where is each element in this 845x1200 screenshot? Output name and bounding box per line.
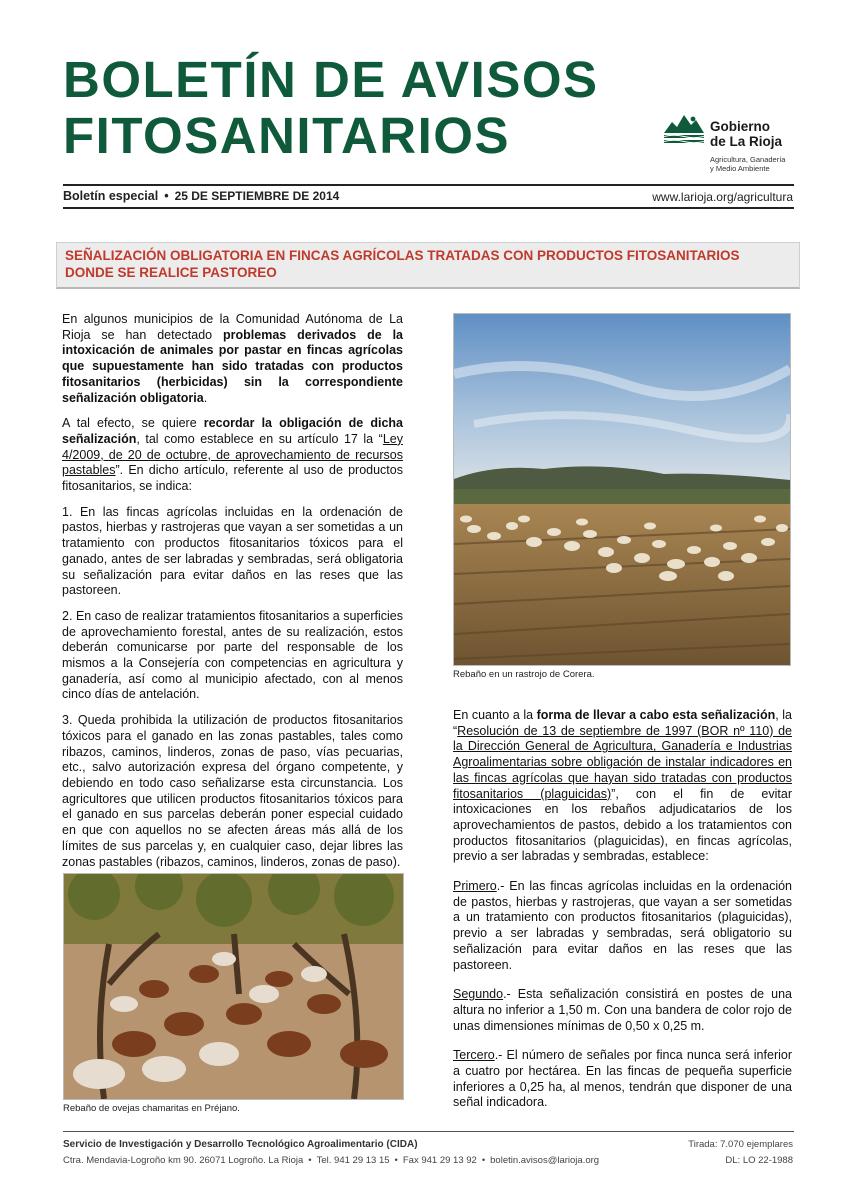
text-run: .- Esta señalización consistirá en postes de una altura no inferior a 1,50 m. Con una bandera de color rojo de unas dimensiones mínimas de 0,50 x 0,25 m. <box>453 987 792 1033</box>
text-run: , la “ <box>453 708 792 738</box>
paragraph-intro <box>62 312 403 406</box>
logo-sub-line-2: y Medio Ambiente <box>710 164 770 173</box>
footer-bullet: • <box>308 1155 312 1166</box>
footer-bullet: • <box>481 1155 486 1166</box>
text-run: ”, con el fin de evitar intoxicaciones en los rebaños adjudicatarios de los aprovechamientos de pastos, debido a los tratamientos con productos fitosanitarios (plaguicidas), en fincas agrícolas, previo a ser labradas y sembradas, establece: <box>453 786 792 864</box>
rioja-emblem-icon <box>664 113 704 147</box>
page-title <box>63 52 599 164</box>
bold-text: forma de llevar a cabo esta señalización <box>536 708 776 722</box>
paragraph-reminder <box>62 416 403 495</box>
title-line-1: BOLETÍN DE AVISOS <box>63 51 599 108</box>
footer-address: Ctra. Mendavia-Logroño km 90. 26071 Logroño. La Rioja <box>63 1155 304 1166</box>
text-run: .- El número de señales por finca nunca será inferior a cuatro por hectárea. En las fincas de pequeña superficie inferiores a 0,25 ha, al menos, tendrán que disponer de una señal indicadora. <box>453 1048 792 1110</box>
footer-contact <box>63 1155 599 1166</box>
paragraph-primero <box>453 879 792 973</box>
chamarita-sheep-image <box>64 874 403 1099</box>
logo-name-line-1: Gobierno <box>710 119 770 134</box>
clause-label: Segundo <box>453 987 504 1002</box>
right-column <box>453 708 792 1121</box>
paragraph-segundo <box>453 987 792 1034</box>
issue-date: 25 DE SEPTIEMBRE DE 2014 <box>174 189 340 203</box>
text-run: En cuanto a la <box>453 708 537 722</box>
headline-line-1: SEÑALIZACIÓN OBLIGATORIA EN FINCAS AGRÍCOLAS TRATADAS CON PRODUCTOS FITOSANITARIOS <box>65 248 740 263</box>
logo-sub-line-1: Agricultura, Ganadería <box>710 155 786 164</box>
footer-bullet: • <box>394 1155 398 1166</box>
issue-bullet: • <box>164 189 169 203</box>
photo-caption-2: Rebaño de ovejas chamaritas en Préjano. <box>63 1103 240 1114</box>
law-link[interactable]: Ley 4/2009, de 20 de octubre, de aprovechamiento de recursos pastables <box>62 431 403 478</box>
photo-flock-stubble <box>453 313 791 666</box>
title-line-2: FITOSANITARIOS <box>63 107 510 164</box>
headline-line-2: DONDE SE REALICE PASTOREO <box>65 265 277 280</box>
photo-caption-1: Rebaño en un rastrojo de Corera. <box>453 669 595 680</box>
text-run: , tal como establece en su artículo 17 la “ <box>136 431 383 446</box>
footer-print-run: Tirada: 7.070 ejemplares <box>688 1139 793 1150</box>
text-run: . <box>203 390 208 405</box>
headline-banner <box>56 242 800 289</box>
text-run: A tal efecto, se quiere <box>62 416 204 431</box>
footer-phone: Tel. 941 29 13 15 <box>316 1155 390 1166</box>
headline <box>65 247 793 281</box>
flock-stubble-image <box>454 314 790 665</box>
photo-chamarita-sheep <box>63 873 404 1100</box>
paragraph-point-1: 1. En las fincas agrícolas incluidas en la ordenación de pastos, hierbas y rastrojeras que vayan a ser sometidas a un tratamiento con productos fitosanitarios tóxicos para el ganado, antes de ser labradas y sembradas, será obligatoria su señalización para evitar daños en las reses que las pastoreen. <box>62 504 403 598</box>
text-run: ”. En dicho artículo, referente al uso de productos fitosanitarios, se indica: <box>62 463 403 494</box>
footer-email-link[interactable]: boletin.avisos@larioja.org <box>490 1155 600 1166</box>
website-link[interactable]: www.larioja.org/agricultura <box>652 190 793 204</box>
footer-legal-deposit: DL: LO 22-1988 <box>725 1155 793 1166</box>
logo-subtitle <box>710 155 805 173</box>
issue-info <box>63 189 339 203</box>
resolution-link[interactable]: Resolución de 13 de septiembre de 1997 (BOR nº 110) de la Dirección General de Agricultura, Ganadería e Industrias Agroalimentarias sobre obligación de instalar indicadores en las fincas agrícolas que hayan sido tratadas con productos fitosanitarios (plaguicidas) <box>453 723 792 801</box>
paragraph-point-2: 2. En caso de realizar tratamientos fitosanitarios a superficies de aprovechamiento forestal, antes de su realización, estos deberán comunicarse por parte del responsable de los mismos a la Consejería con competencias en agricultura y ganadería, así como al municipio afectado, con al menos cinco días de antelación. <box>62 608 403 702</box>
left-column <box>62 312 403 880</box>
text-run: .- En las fincas agrícolas incluidas en la ordenación de pastos, hierbas y rastrojeras, que vayan a ser sometidas a un tratamiento con productos fitosanitarios (plaguicidas), previo a ser labradas y sembradas, será obligatorio su señalización para evitar daños en las reses que las pastoreen. <box>453 879 792 972</box>
bold-text: problemas derivados de la intoxicación de animales por pastar en fincas agrícolas que supuestamente han sido tratadas con productos fitosanitarios (herbicidas) sin la correspondiente señalización obligatoria <box>62 327 403 405</box>
header-rule-bottom <box>63 207 794 209</box>
header-rule-top <box>63 184 794 186</box>
paragraph-tercero <box>453 1048 792 1111</box>
footer-fax: Fax 941 29 13 92 <box>402 1155 477 1166</box>
footer-rule <box>63 1131 794 1132</box>
logo-name <box>710 119 800 149</box>
logo-name-line-2: de La Rioja <box>710 134 783 149</box>
gobierno-de-la-rioja-logo <box>664 113 794 179</box>
clause-label: Primero <box>453 879 497 894</box>
bold-text: recordar la obligación de dicha señalización <box>62 416 403 446</box>
paragraph-point-3: 3. Queda prohibida la utilización de productos fitosanitarios tóxicos para el ganado en las zonas pastables, tales como ribazos, caminos, linderos, zonas de paso, vías pecuarias, etc., salvo autorización expresa del órgano competente, y debiendo en todo caso señalizarse esta circunstancia. Los agricultores que utilicen productos fitosanitarios tóxicos para el ganado en sus parcelas deberán poner especial cuidado en que con aquellos no se afecten áreas más allá de los límites de sus parcelas y, en cualquier caso, dejar libres las zonas pastables (ribazos, caminos, linderos, zonas de paso). <box>62 713 403 869</box>
issue-type: Boletín especial <box>63 189 159 203</box>
paragraph-resolution <box>453 708 792 865</box>
text-run: En algunos municipios de la Comunidad Autónoma de La Rioja se han detectado <box>62 312 403 342</box>
clause-label: Tercero <box>453 1048 495 1063</box>
footer-organization: Servicio de Investigación y Desarrollo Tecnológico Agroalimentario (CIDA) <box>63 1139 418 1150</box>
